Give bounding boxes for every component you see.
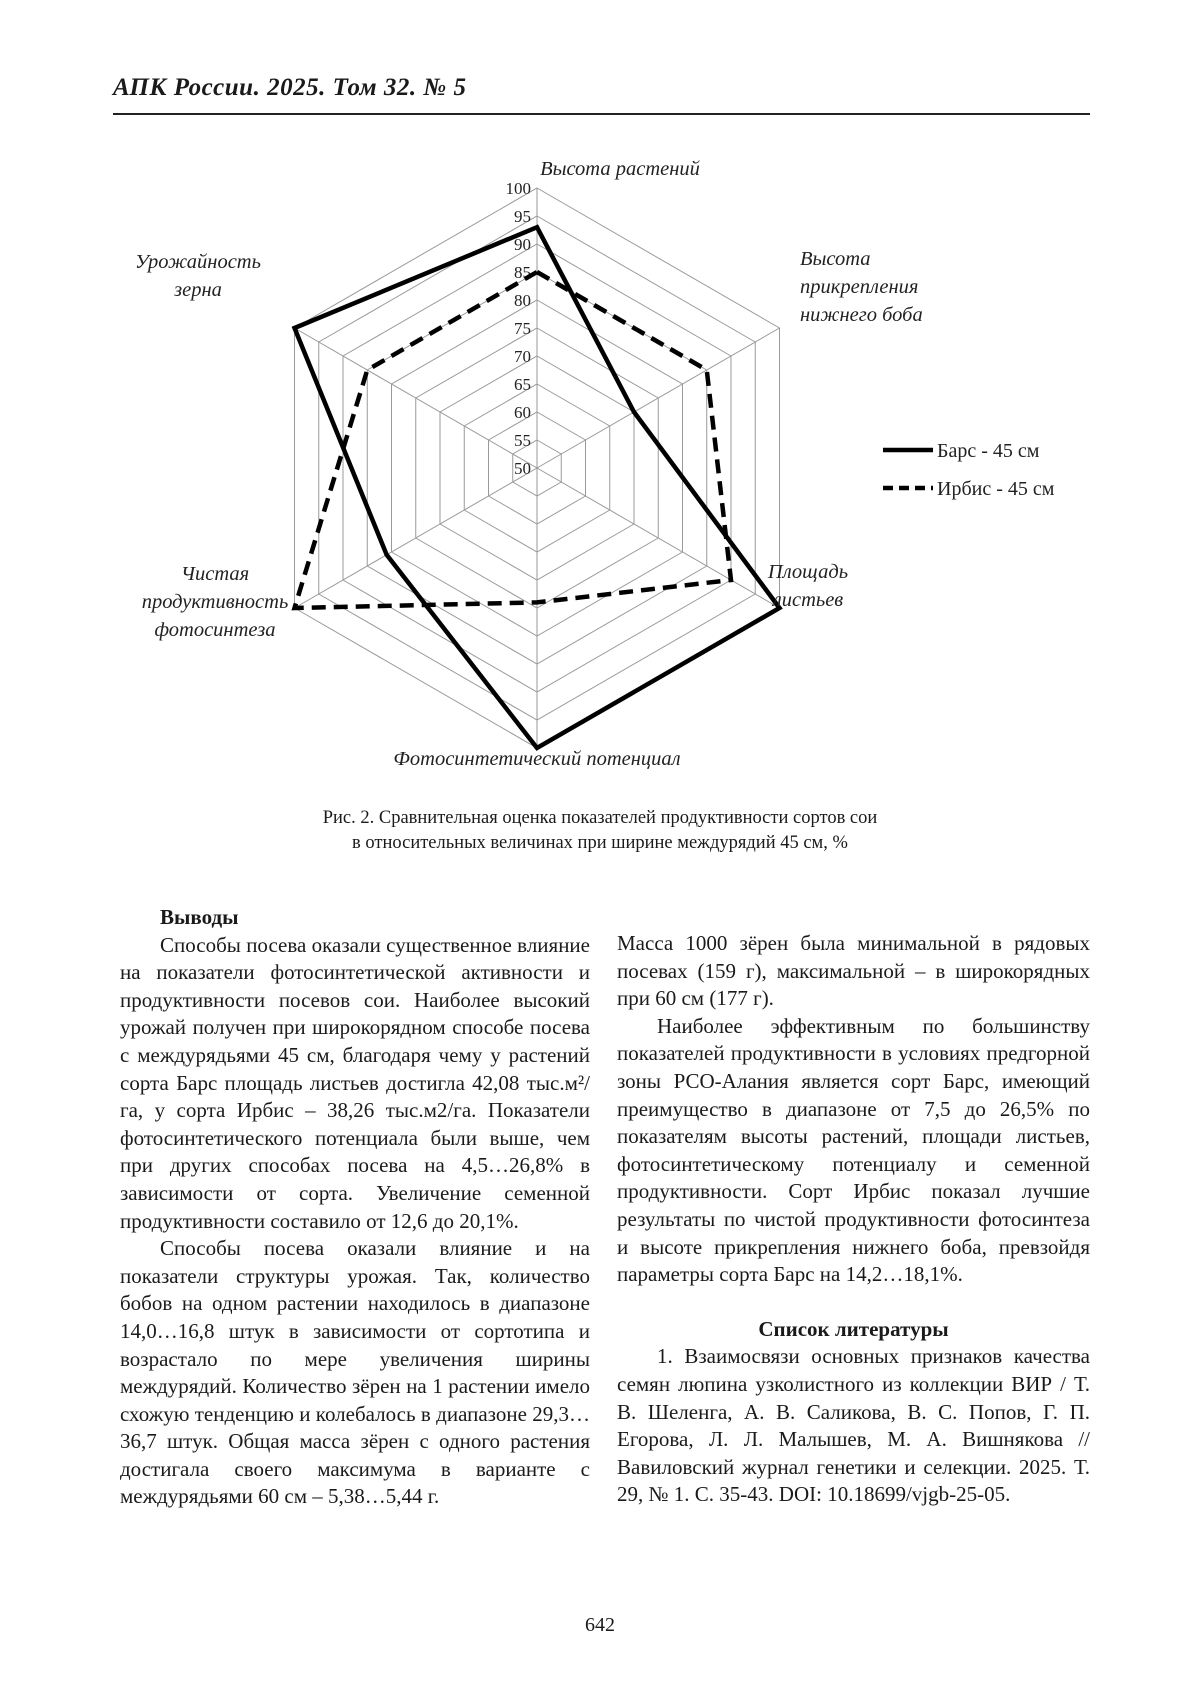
axis-label-line: Урожайность	[135, 251, 261, 273]
axis-label-line: Площадь	[767, 561, 849, 583]
tick-label: 95	[514, 207, 531, 226]
axis-label-line: Фотосинтетический потенциал	[393, 748, 681, 770]
conclusions-heading: Выводы	[160, 905, 239, 929]
page-number: 642	[585, 1614, 615, 1636]
axis-label-line: Высота растений	[540, 158, 700, 180]
journal-header: АПК России. 2025. Том 32. № 5	[113, 74, 467, 101]
tick-label: 85	[514, 263, 531, 282]
tick-label: 55	[514, 431, 531, 450]
axis-label-line: нижнего боба	[800, 304, 923, 326]
paragraph: Наиболее эффективным по большинству показателей продуктивности в условиях предгорной зоны РСО-Алания является сорт Барс, имеющий преимущество в диапазоне от 7,5 до 26,5% по показателям высоты растений, площади листьев, фотосинтетическому потенциалу и семенной продуктивности. Сорт Ирбис показал лучшие результаты по чистой продуктивности фотосинтеза и высоте прикрепления нижнего боба, превзойдя параметры сорта Барс на 14,2…18,1%.	[617, 1013, 1090, 1287]
axis-label	[393, 748, 680, 770]
axis-label	[540, 158, 701, 180]
axis-label-line: продуктивность	[141, 591, 289, 613]
tick-label: 50	[514, 459, 531, 478]
figure-caption	[0, 806, 1200, 856]
axis-label-line: Чистая	[180, 563, 250, 585]
chart-legend	[883, 440, 1055, 500]
left-column	[120, 904, 590, 1511]
header-rule	[113, 113, 1090, 115]
axis-label-line: фотосинтеза	[154, 619, 276, 641]
tick-label: 80	[514, 291, 531, 310]
legend-label: Барс - 45 см	[937, 440, 1040, 462]
axis-label	[800, 248, 923, 326]
tick-label: 100	[505, 179, 531, 198]
tick-label: 90	[514, 235, 531, 254]
paragraph: Способы посева оказали существенное влияние на показатели фотосинтетической активности и продуктивности посевов сои. Наиболее высокий урожай получен при широкорядном способе посева с междурядьями 45 см, благодаря чему у растений сорта Барс площадь листьев достигла 42,08 тыс.м²/га, у сорта Ирбис – 38,26 тыс.м2/га. Показатели фотосинтетического потенциала были выше, чем при других способах посева на 4,5…26,8% в зависимости от сорта. Увеличение семенной продуктивности составило от 12,6 до 20,1%.	[120, 932, 590, 1233]
tick-label: 60	[514, 403, 531, 422]
paragraph: Способы посева оказали влияние и на показатели структуры урожая. Так, количество бобов на одном растении находилось в диапазоне 14,0…16,8 штук в зависимости от сортотипа и возрастало по мере увеличения ширины междурядий. Количество зёрен на 1 растении имело схожую тенденцию и колебалось в диапазоне 29,3…36,7 штук. Общая масса зёрен с одного растения достигала своего максимума в варианте с междурядьями 60 см – 5,38…5,44 г.	[120, 1236, 590, 1509]
axis-label-line: прикрепления	[800, 276, 919, 298]
axis-label-line: листьев	[772, 589, 844, 611]
tick-label: 70	[514, 347, 531, 366]
axis-label	[142, 563, 289, 641]
references-heading: Список литературы	[758, 1316, 949, 1341]
tick-labels	[506, 179, 532, 478]
legend-label: Ирбис - 45 см	[937, 478, 1055, 500]
caption-line-1: Рис. 2. Сравнительная оценка показателей продуктивности сортов сои	[322, 808, 878, 828]
paragraph: Масса 1000 зёрен была минимальной в рядовых посевах (159 г), максимальной – в широкорядных при 60 см (177 г).	[617, 931, 1090, 1011]
axis-label-line: зерна	[174, 279, 222, 301]
series-line-irbis	[295, 272, 731, 608]
tick-label: 75	[514, 319, 531, 338]
tick-label: 65	[514, 375, 531, 394]
reference-item: 1. Взаимосвязи основных признаков качества семян люпина узколистного из коллекции ВИР / Т. В. Шеленга, А. В. Саликова, В. С. Попов, Г. П. Егорова, Л. Л. Малышев, М. А. Вишнякова // Вавиловский журнал генетики и селекции. 2025. Т. 29, № 1. С. 35-43. DOI: 10.18699/vjgb-25-05.	[617, 1344, 1090, 1507]
caption-line-2: в относительных величинах при ширине междурядий 45 см, %	[352, 833, 848, 853]
axis-label	[135, 251, 261, 301]
axis-label-line: Высота	[800, 248, 871, 270]
right-column	[617, 930, 1090, 1509]
radar-chart	[0, 150, 1200, 790]
